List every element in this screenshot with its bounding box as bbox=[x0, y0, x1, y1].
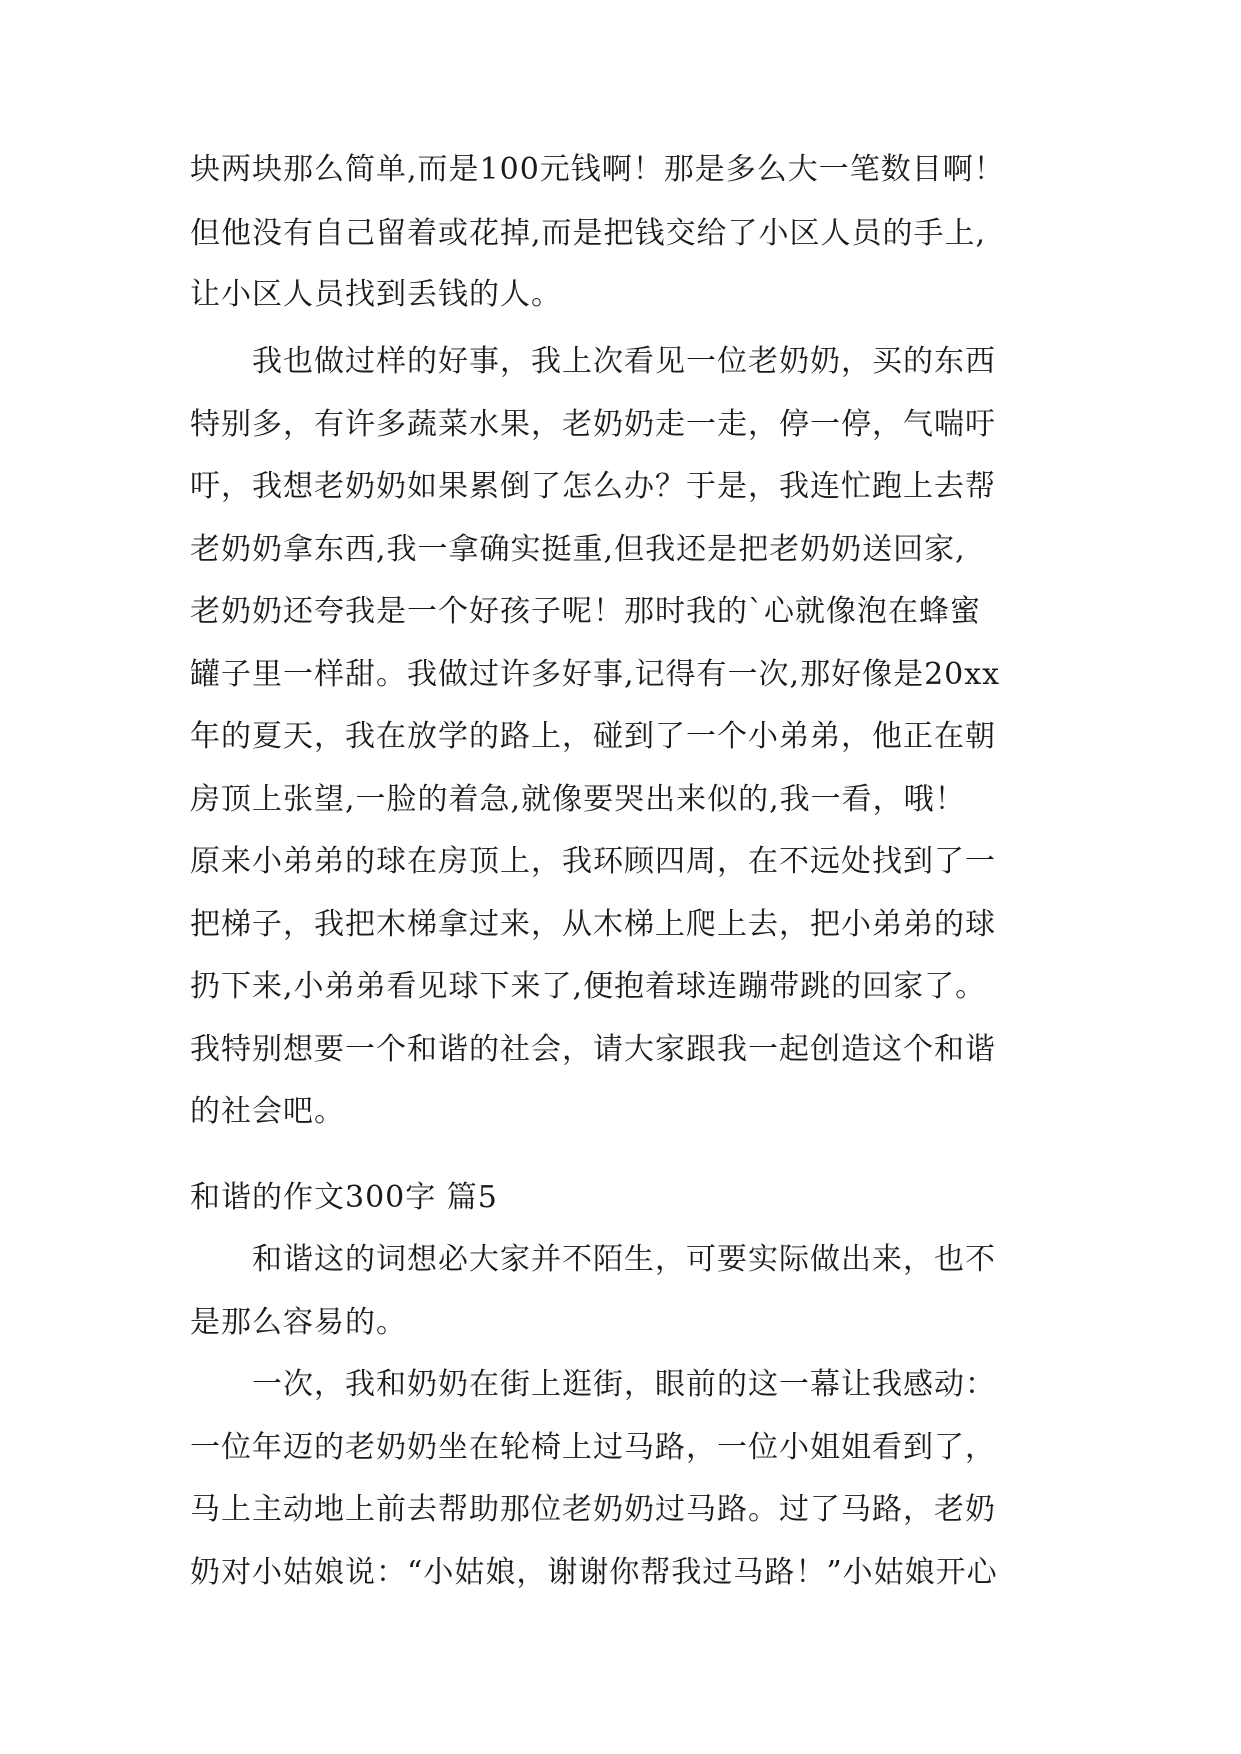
paragraph-line: 把梯子，我把木梯拿过来，从木梯上爬上去，把小弟弟的球 bbox=[190, 907, 996, 942]
paragraph-line: 年的夏天，我在放学的路上，碰到了一个小弟弟，他正在朝 bbox=[190, 719, 996, 754]
paragraph-line: 原来小弟弟的球在房顶上，我环顾四周，在不远处找到了一 bbox=[190, 844, 996, 879]
paragraph-line: 和谐这的词想必大家并不陌生，可要实际做出来，也不 bbox=[252, 1242, 996, 1277]
paragraph-line: 是那么容易的。 bbox=[190, 1305, 407, 1340]
paragraph-line: 扔下来,小弟弟看见球下来了,便抱着球连蹦带跳的回家了。 bbox=[190, 969, 987, 1004]
paragraph-line: 吁，我想老奶奶如果累倒了怎么办？于是，我连忙跑上去帮 bbox=[190, 469, 996, 504]
paragraph-line: 一次，我和奶奶在街上逛街，眼前的这一幕让我感动： bbox=[252, 1367, 996, 1402]
section-heading: 和谐的作文300字 篇5 bbox=[190, 1180, 498, 1215]
paragraph-line: 我特别想要一个和谐的社会，请大家跟我一起创造这个和谐 bbox=[190, 1032, 996, 1067]
paragraph-line: 罐子里一样甜。我做过许多好事,记得有一次,那好像是20xx bbox=[190, 657, 1001, 692]
paragraph-line: 块两块那么简单,而是100元钱啊！那是多么大一笔数目啊！ bbox=[190, 152, 1005, 187]
paragraph-line: 的社会吧。 bbox=[190, 1094, 345, 1129]
paragraph-line: 老奶奶拿东西,我一拿确实挺重,但我还是把老奶奶送回家, bbox=[190, 532, 966, 567]
paragraph-line: 特别多，有许多蔬菜水果，老奶奶走一走，停一停，气喘吁 bbox=[190, 407, 996, 442]
paragraph-line: 我也做过样的好事，我上次看见一位老奶奶，买的东西 bbox=[252, 344, 996, 379]
paragraph-line: 一位年迈的老奶奶坐在轮椅上过马路，一位小姐姐看到了， bbox=[190, 1430, 996, 1465]
paragraph-line: 奶对小姑娘说：“小姑娘，谢谢你帮我过马路！”小姑娘开心 bbox=[190, 1555, 998, 1590]
paragraph-line: 老奶奶还夸我是一个好孩子呢！那时我的`心就像泡在蜂蜜 bbox=[190, 594, 981, 629]
paragraph-line: 让小区人员找到丢钱的人。 bbox=[190, 277, 562, 312]
paragraph-line: 马上主动地上前去帮助那位老奶奶过马路。过了马路，老奶 bbox=[190, 1492, 996, 1527]
paragraph-line: 房顶上张望,一脸的着急,就像要哭出来似的,我一看，哦！ bbox=[190, 782, 966, 817]
paragraph-line: 但他没有自己留着或花掉,而是把钱交给了小区人员的手上, bbox=[190, 216, 987, 251]
